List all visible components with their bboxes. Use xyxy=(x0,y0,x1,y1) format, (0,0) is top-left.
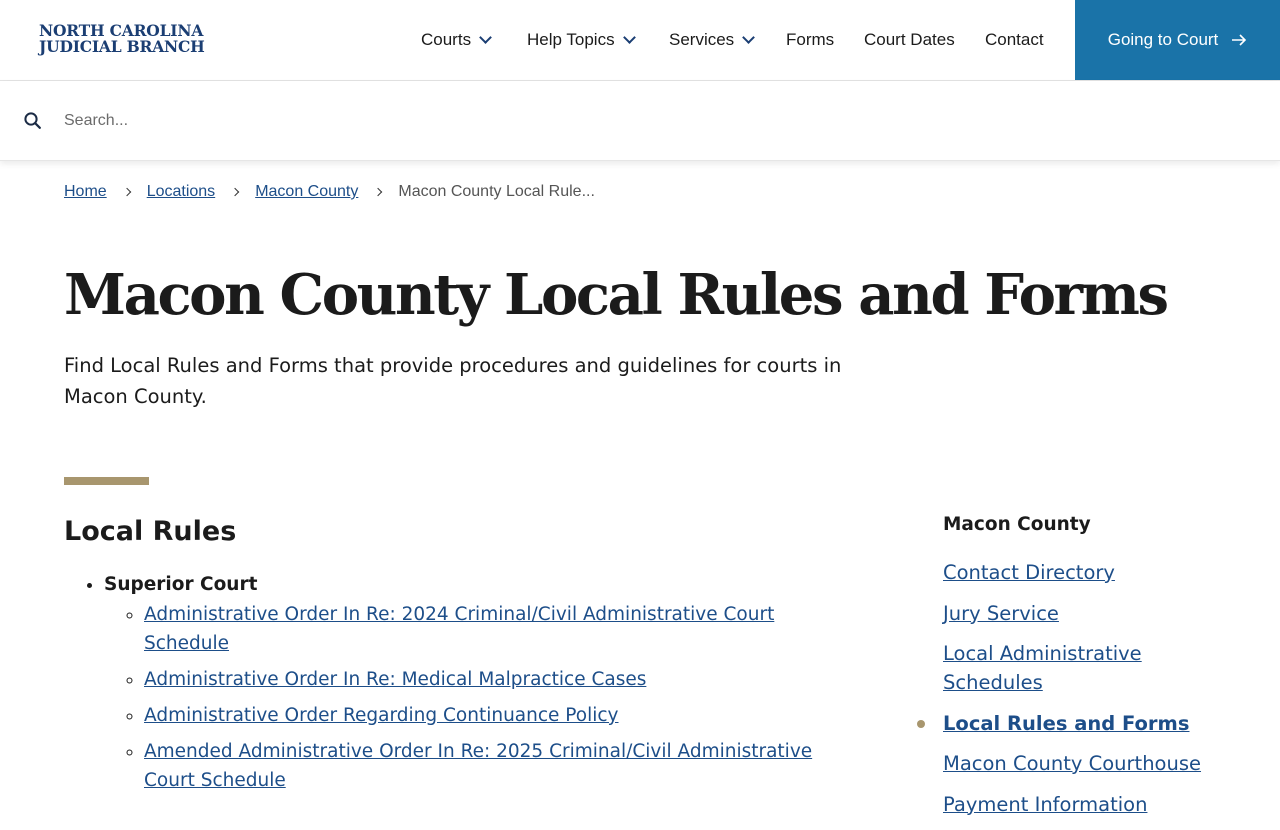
list-item xyxy=(104,570,864,795)
list-item xyxy=(144,665,864,694)
arrow-right-icon xyxy=(1232,30,1247,51)
superior-court-orders xyxy=(104,600,864,795)
site-header xyxy=(0,0,1280,81)
sidebar-title: Macon County xyxy=(943,514,1091,535)
logo-line-1: NORTH CAROLINA xyxy=(39,21,204,40)
logo-line-2: JUDICIAL BRANCH xyxy=(39,37,205,56)
sidebar-link[interactable]: Local Rules and Forms xyxy=(943,711,1190,735)
sidebar-item-contact-directory xyxy=(943,558,1203,587)
nav-courts[interactable] xyxy=(421,30,490,50)
local-rules-list xyxy=(64,570,864,802)
nav-court-dates[interactable] xyxy=(864,30,955,50)
nav-forms[interactable] xyxy=(786,30,834,50)
sidebar-link[interactable]: Payment Information xyxy=(943,792,1148,816)
going-to-court-label: Going to Court xyxy=(1107,30,1219,49)
superior-court-label: • Superior Court xyxy=(104,574,258,595)
search-input[interactable] xyxy=(64,108,964,134)
breadcrumb-macon-county[interactable]: Macon County xyxy=(255,183,359,200)
nav-contact-label: Contact xyxy=(985,30,1044,49)
order-link[interactable]: Administrative Order In Re: 2024 Criminal/Civil Administrative Court Schedule xyxy=(144,604,775,654)
active-dot-icon xyxy=(917,720,925,728)
chevron-down-icon xyxy=(623,31,636,44)
breadcrumb-locations[interactable]: Locations xyxy=(146,183,216,200)
list-item xyxy=(144,701,864,730)
breadcrumb xyxy=(64,183,595,201)
sidebar-item-local-rules-and-forms xyxy=(943,709,1203,738)
sidebar-item-payment-information xyxy=(943,790,1203,819)
nav-contact[interactable] xyxy=(985,30,1044,50)
sidebar-link[interactable]: Jury Service xyxy=(943,601,1059,625)
nav-help-topics-label: Help Topics xyxy=(527,30,615,49)
nav-forms-label: Forms xyxy=(786,30,835,49)
site-logo[interactable] xyxy=(39,23,205,55)
sidebar-link[interactable]: Macon County Courthouse xyxy=(943,752,1202,775)
search-bar xyxy=(0,81,1280,161)
sidebar-item-jury-service xyxy=(943,599,1203,628)
list-item xyxy=(144,737,864,795)
nav-court-dates-label: Court Dates xyxy=(864,30,955,49)
chevron-down-icon xyxy=(479,31,492,44)
nav-services-label: Services xyxy=(669,30,735,49)
going-to-court-button[interactable] xyxy=(1075,0,1280,80)
chevron-down-icon xyxy=(742,31,755,44)
breadcrumb-current: Macon County Local Rule... xyxy=(398,183,595,200)
sidebar-item-local-administrative-schedules xyxy=(943,639,1203,697)
section-accent-bar xyxy=(64,477,149,485)
order-link[interactable]: Administrative Order Regarding Continuance Policy xyxy=(144,705,619,726)
breadcrumb-home[interactable]: Home xyxy=(64,183,107,200)
order-link[interactable]: Administrative Order In Re: Medical Malpractice Cases xyxy=(144,669,647,690)
page-title: Macon County Local Rules and Forms xyxy=(64,262,1167,328)
sidebar-link[interactable]: Local Administrative Schedules xyxy=(943,642,1142,694)
search-icon[interactable] xyxy=(24,112,41,129)
nav-help-topics[interactable] xyxy=(527,30,634,50)
sidebar-nav xyxy=(943,558,1203,830)
sidebar-link[interactable]: Contact Directory xyxy=(943,561,1115,584)
list-item xyxy=(144,600,864,658)
nav-courts-label: Courts xyxy=(421,30,472,49)
chevron-right-icon xyxy=(374,188,382,196)
nav-services[interactable] xyxy=(669,30,753,50)
order-link[interactable]: Amended Administrative Order In Re: 2025 Criminal/Civil Administrative Court Schedule xyxy=(144,741,813,791)
page-intro: Find Local Rules and Forms that provide procedures and guidelines for courts in Macon County. xyxy=(64,354,842,408)
sidebar-item-macon-county-courthouse xyxy=(943,749,1203,778)
chevron-right-icon xyxy=(231,188,239,196)
local-rules-heading: Local Rules xyxy=(64,516,237,547)
chevron-right-icon xyxy=(122,188,130,196)
